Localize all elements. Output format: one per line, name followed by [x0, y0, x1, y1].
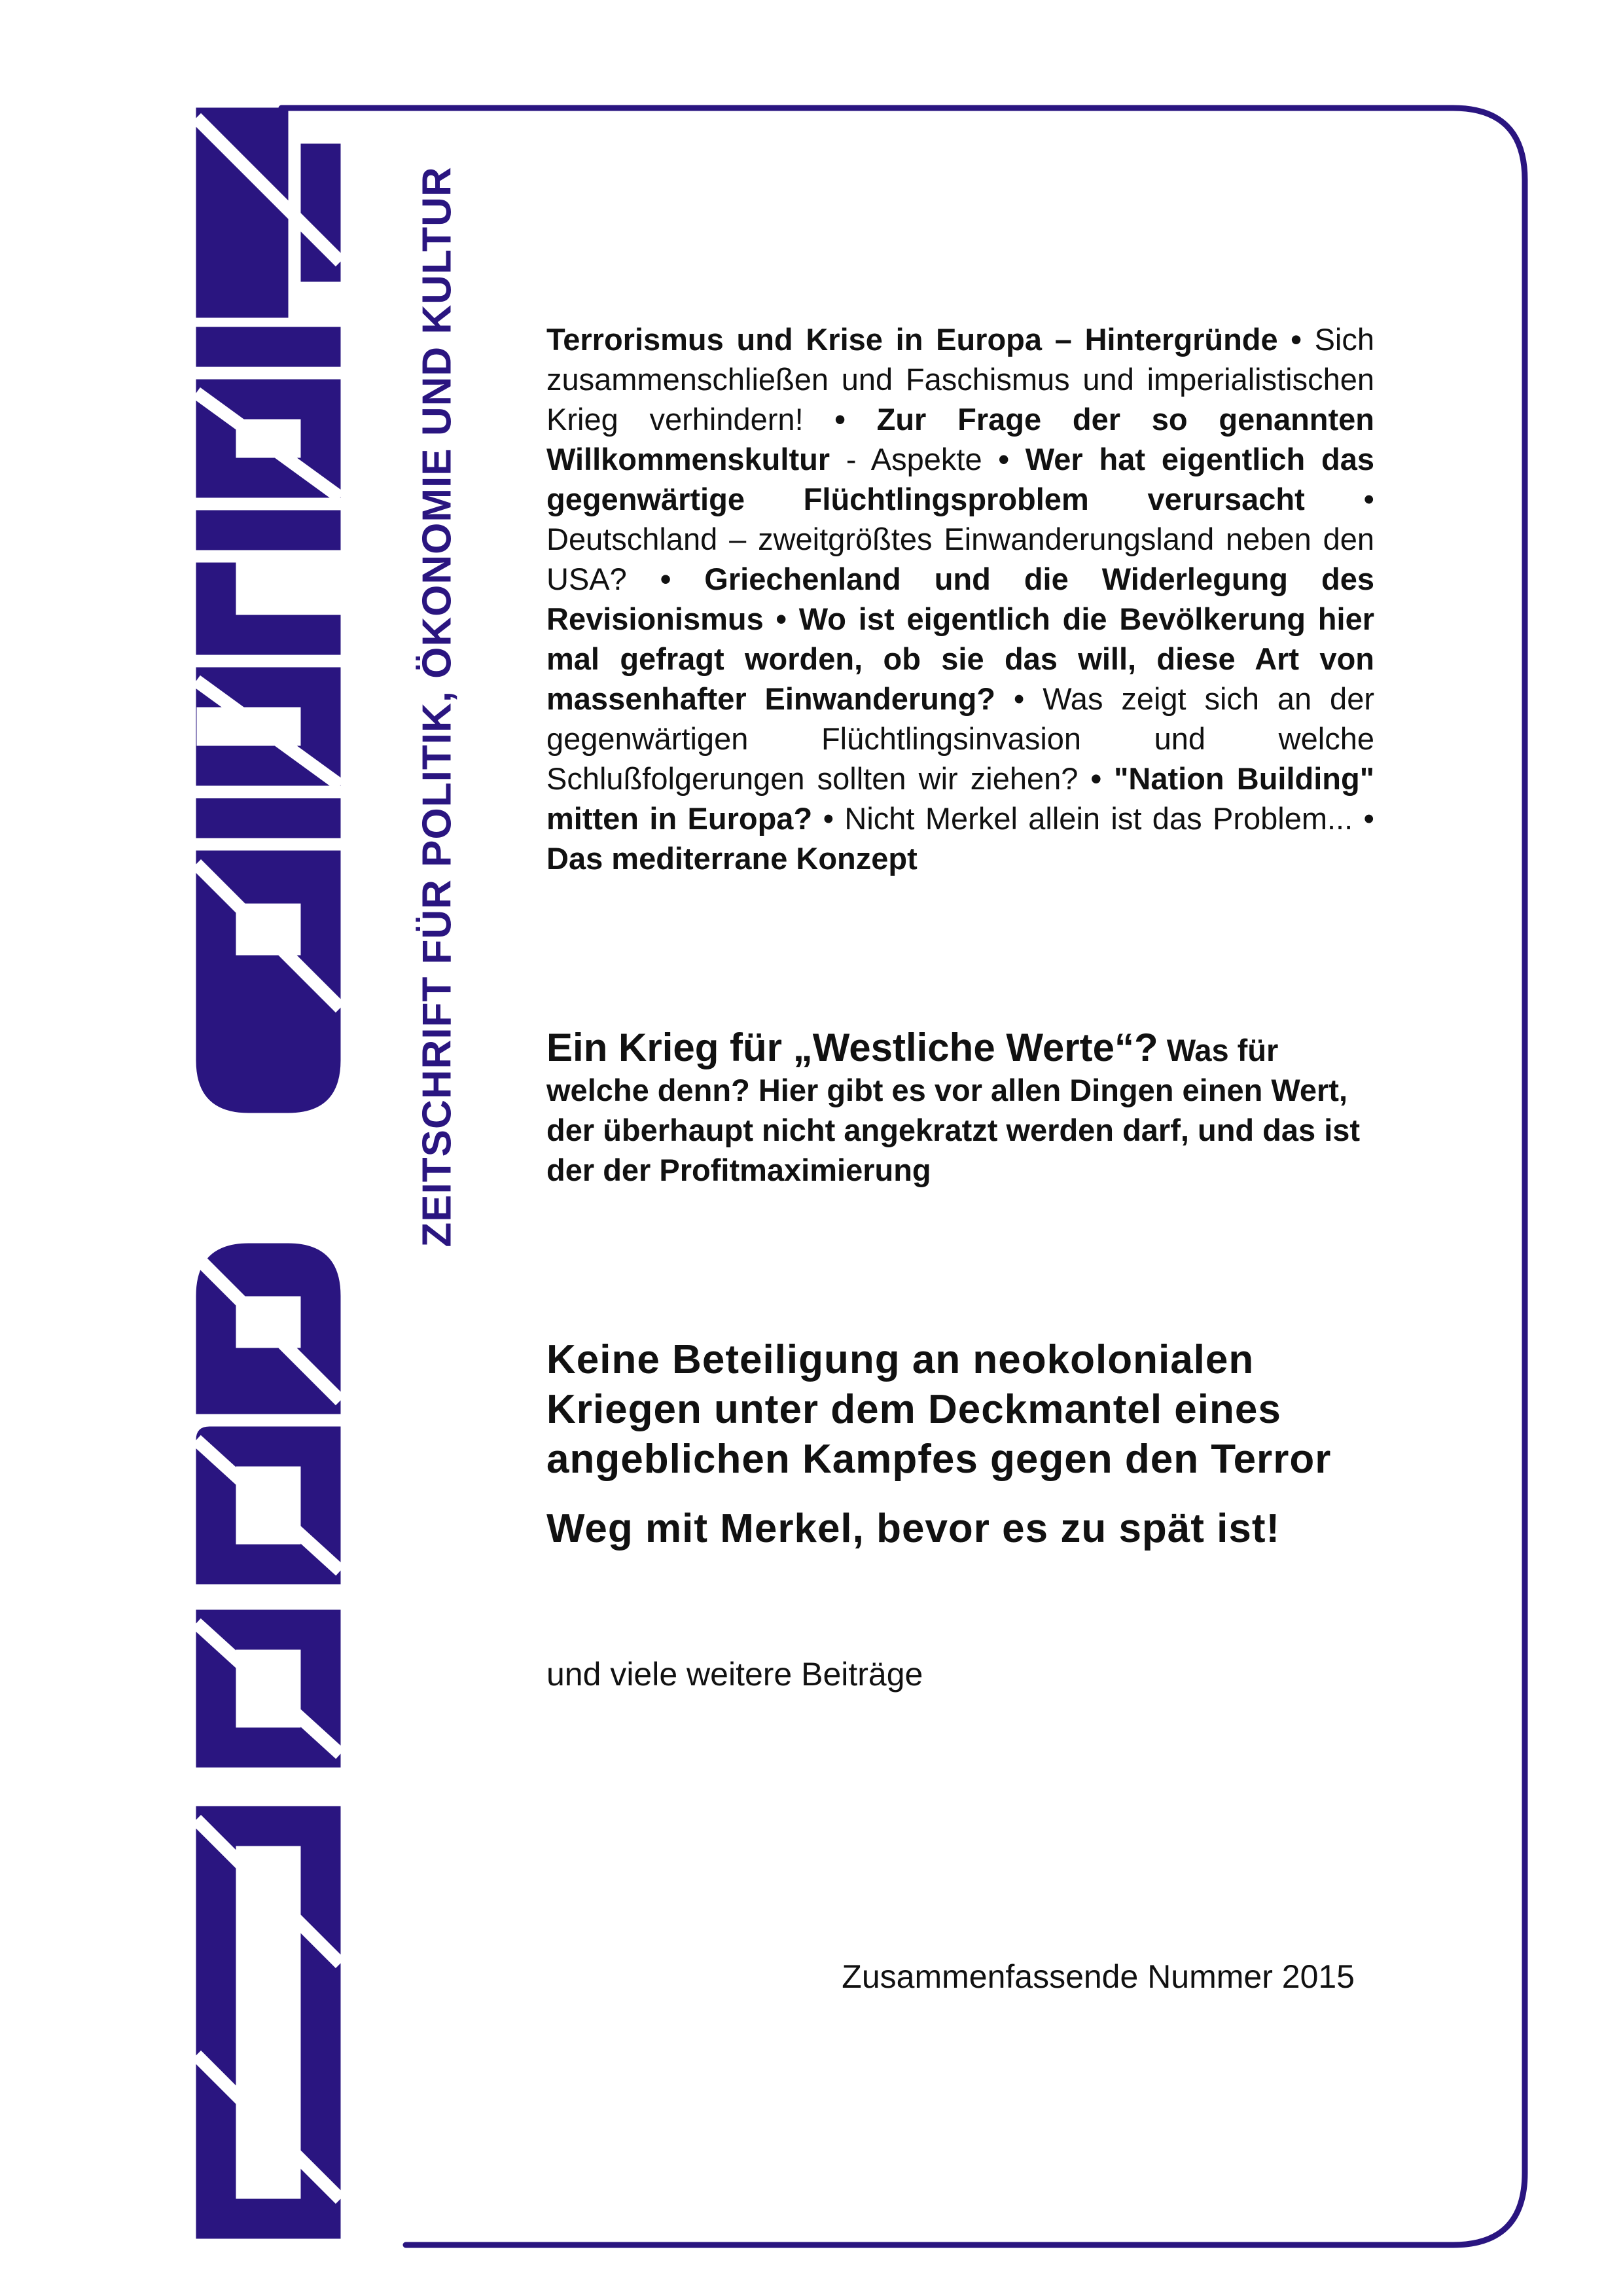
- magazine-logo: [0, 0, 419, 2296]
- magazine-subtitle: ZEITSCHRIFT FÜR POLITIK, ÖKONOMIE UND KULTUR: [414, 166, 460, 1247]
- headline-western-values-rest: Was für welche denn? Hier gibt es vor allen Dingen einen Wert, der überhaupt nicht angekratzt werden darf, und das ist der der Profitmaximierung: [546, 1033, 1361, 1187]
- article-list-part: • Zur Frage der so genannten Willkommenskultur: [546, 402, 1375, 476]
- article-list-part: Sich zusammenschließen und Faschismus und imperialistischen Krieg verhindern!: [546, 322, 1374, 437]
- article-list-part: • Wer hat eigentlich das gegenwärtige Flüchtlingsproblem verursacht: [546, 442, 1374, 516]
- article-list-part: - Aspekte: [846, 442, 999, 476]
- headline-western-values-lead: Ein Krieg für „Westliche Werte“?: [546, 1026, 1158, 1069]
- article-list-part: • Nicht Merkel allein ist das Problem... •: [823, 801, 1374, 836]
- headline-western-values: [546, 1028, 1374, 1190]
- article-list-part: • "Nation Building" mitten in Europa?: [546, 761, 1374, 836]
- article-list: [546, 319, 1374, 878]
- issue-label: Zusammenfassende Nummer 2015: [842, 1958, 1355, 1995]
- article-list-part: Terrorismus und Krise in Europa – Hintergründe •: [546, 322, 1315, 357]
- headline-no-war: Keine Beteiligung an neokolonialen Kriegen unter dem Deckmantel eines angeblichen Kampfes gegen den Terror: [546, 1337, 1332, 1482]
- article-list-part: • Deutschland – zweitgrößtes Einwanderungsland neben den USA?: [546, 482, 1374, 596]
- article-list-part: • Was zeigt sich an der gegenwärtigen Flüchtlingsinvasion und welche Schlußfolgerungen sollten wir ziehen?: [546, 681, 1374, 796]
- article-list-part: Das mediterrane Konzept: [546, 841, 918, 876]
- article-list-part: • Griechenland und die Widerlegung des Revisionismus • Wo ist eigentlich die Bevölkerung hier mal gefragt worden, ob sie das will, diese Art von massenhafter Einwanderung?: [546, 562, 1374, 716]
- headline-merkel: Weg mit Merkel, bevor es zu spät ist!: [546, 1506, 1281, 1551]
- more-articles-note: und viele weitere Beiträge: [546, 1656, 923, 1693]
